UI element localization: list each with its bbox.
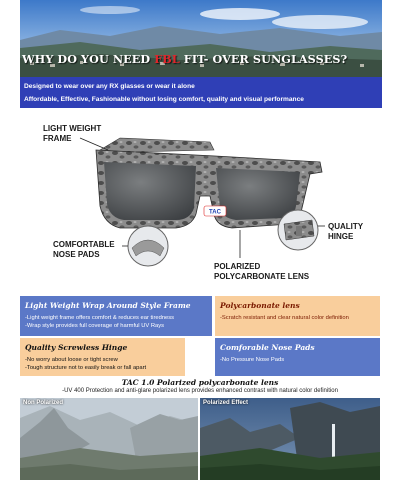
photo-non-polarized <box>20 398 198 480</box>
valley-image-hazy <box>20 398 198 480</box>
feature-title-hinge: Quality Screwless Hinge <box>25 343 128 352</box>
callout-polarized-lens: POLARIZED POLYCARBONATE LENS <box>214 262 310 281</box>
lens-sticker: TAC <box>209 209 221 216</box>
feature-panel-wrap-frame <box>20 296 212 336</box>
callout-nose-pads: COMFORTABLE NOSE PADS <box>53 240 115 259</box>
photo-label-polarized: Polarized Effect <box>203 400 249 406</box>
feature-text: -Scratch resistant and clear natural color definition <box>220 315 349 321</box>
tac-title: TAC 1.0 Polarized polycarbonate lens <box>121 378 279 387</box>
callout-quality-hinge: QUALITY HINGE <box>328 222 364 241</box>
feature-text: -Light weight frame offers comfort & reduces ear tiredness <box>25 315 175 321</box>
photo-polarized <box>200 398 380 480</box>
feature-text: -Tough structure not to easily break or fall apart <box>25 365 147 371</box>
tac-subtitle: -UV 400 Protection and anti-glare polarized lens provides enhanced contrast with natural color definition <box>62 388 338 394</box>
photo-label-non-polarized: Non Polarized <box>23 400 64 406</box>
banner-title-suffix: FIT- OVER SUNGLASSES? <box>179 52 348 66</box>
banner-tagline-2: Affordable, Effective, Fashionable without losing comfort, quality and visual performance <box>24 96 304 103</box>
feature-panel-polycarbonate <box>215 296 380 336</box>
feature-panel-hinge <box>20 338 185 376</box>
feature-title-nose-pads: Comforable Nose Pads <box>220 343 315 352</box>
feature-text: -Wrap style provides full coverage of harmful UV Rays <box>25 323 165 329</box>
banner-tagline-1: Designed to wear over any RX glasses or wear it alone <box>24 83 195 90</box>
banner-title-prefix: WHY DO YOU NEED <box>22 52 155 66</box>
valley-image-vivid <box>200 398 380 480</box>
callout-light-weight-frame: LIGHT WEIGHT FRAME <box>43 124 102 143</box>
feature-text: -No Pressure Nose Pads <box>220 357 285 363</box>
brand-name: FBL <box>154 52 180 66</box>
feature-title-polycarbonate: Polycarbonate lens <box>220 301 300 310</box>
feature-title-wrap-frame: Light Weight Wrap Around Style Frame <box>25 301 191 310</box>
feature-panel-nose-pads <box>215 338 380 376</box>
feature-text: -No worry about loose or tight screw <box>25 357 118 363</box>
